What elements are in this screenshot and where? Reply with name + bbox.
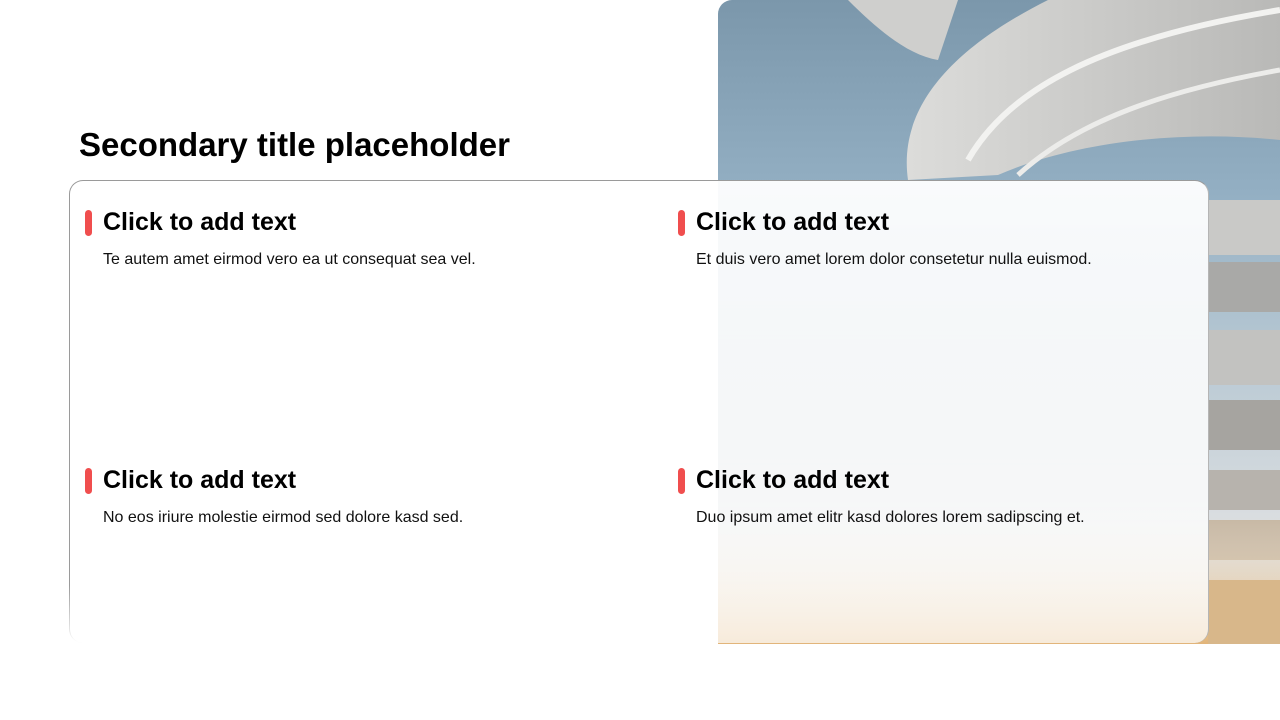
- content-card: [69, 180, 1209, 643]
- accent-bar: [85, 210, 92, 236]
- text-block-heading[interactable]: Click to add text: [696, 208, 890, 236]
- text-block-heading[interactable]: Click to add text: [103, 466, 297, 494]
- text-block-body[interactable]: Et duis vero amet lorem dolor consetetur nulla euismod.: [696, 251, 1092, 268]
- text-block-body[interactable]: Te autem amet eirmod vero ea ut consequat sea vel.: [103, 251, 476, 268]
- accent-bar: [85, 468, 92, 494]
- accent-bar: [678, 210, 685, 236]
- accent-bar: [678, 468, 685, 494]
- text-block-body[interactable]: No eos iriure molestie eirmod sed dolore kasd sed.: [103, 509, 464, 526]
- text-block-heading[interactable]: Click to add text: [696, 466, 890, 494]
- card-edge-fade: [68, 585, 108, 645]
- text-block-heading[interactable]: Click to add text: [103, 208, 297, 236]
- text-block-body[interactable]: Duo ipsum amet elitr kasd dolores lorem sadipscing et.: [696, 509, 1085, 526]
- page-title[interactable]: Secondary title placeholder: [79, 126, 510, 163]
